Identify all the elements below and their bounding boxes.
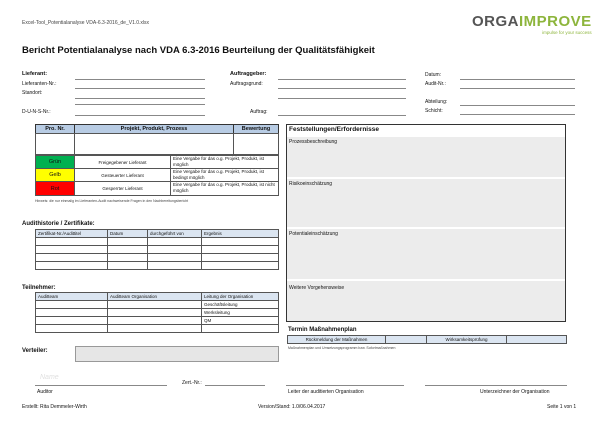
auditor-sign-line	[35, 385, 167, 386]
footer-erstellt: Erstellt: Rita Demmeler-Wirth	[22, 404, 87, 410]
abteilung-label: Abteilung:	[425, 99, 448, 105]
col-zertifikat: Zertifikat-Nr./Audittitel	[36, 230, 108, 238]
lieferant-line	[75, 79, 205, 80]
auftragsgrund-line-2	[278, 98, 406, 99]
table-row[interactable]	[36, 254, 279, 262]
table-row[interactable]	[36, 309, 279, 317]
datum-line	[460, 79, 575, 80]
footer-seite: Seite 1 von 1	[547, 404, 577, 410]
auftraggeber-label: Auftraggeber:	[230, 71, 267, 77]
potentialeinschaetzung-label: Potentialeinschätzung	[289, 231, 338, 237]
table-footnote: Hinweis: die nur einmalig im Lieferanten-Audit nachweisende Fragen in den Nachbereitungsbericht	[35, 199, 189, 203]
projekt-cell[interactable]	[74, 133, 234, 155]
auditor-label: Auditor	[37, 389, 53, 395]
auftragsgrund-label: Auftragsgrund:	[230, 81, 263, 87]
teilnehmer-title: Teilnehmer:	[22, 285, 56, 291]
col-durchgefuehrt: durchgeführt von	[148, 230, 202, 238]
col-pro-nr: Pro. Nr.	[35, 124, 75, 134]
prozessbeschreibung-label: Prozessbeschreibung	[289, 139, 338, 145]
auftrag-label: Auftrag:	[250, 109, 268, 115]
standort-line-2	[75, 104, 205, 105]
col-rueckmeldung: Rückmeldung der Maßnahmen	[288, 336, 386, 344]
audit-nr-line	[460, 88, 575, 89]
audithistorie-table	[35, 229, 279, 270]
bewertung-cell[interactable]	[233, 133, 279, 155]
file-name: Excel-Tool_Potentialanalyse VDA-6.3-2016_de_V1.0.xlsx	[22, 20, 150, 26]
lieferanten-nr-label: Lieferanten-Nr.:	[22, 81, 57, 87]
report-title: Bericht Potentialanalyse nach VDA 6.3-2016 Beurteilung der Qualitätsfähigkeit	[22, 45, 375, 56]
teilnehmer-table	[35, 292, 279, 333]
lieferanten-nr-line	[75, 88, 205, 89]
status-green-label: Freigegebener Lieferant	[74, 155, 171, 169]
status-yellow-label: Gesteuerter Lieferant	[74, 168, 171, 182]
table-row[interactable]	[36, 238, 279, 246]
schicht-line	[460, 114, 575, 115]
audithistorie-title: Audithistorie / Zertifikate:	[22, 221, 95, 227]
vorgehensweise-label: Weitere Vorgehensweise	[289, 285, 345, 291]
col-ergebnis: Ergebnis	[202, 230, 279, 238]
standort-line	[75, 98, 205, 99]
auftraggeber-line	[278, 79, 406, 80]
schicht-label: Schicht:	[425, 108, 443, 114]
termin-note: Maßnahmenplan und Umsetzungsprogramm bzw. Sofortmaßnahmen	[288, 346, 396, 350]
col-leitung: Leitung der Organisation	[202, 293, 279, 301]
table-row[interactable]	[36, 301, 279, 309]
company-logo	[472, 13, 592, 35]
col-auditteam: Auditteam	[36, 293, 108, 301]
status-red: Rot	[35, 181, 75, 196]
status-green-desc: Eine Vergabe für das o.g. Projekt, Produkt, ist möglich	[170, 155, 279, 169]
signature-image: Name	[40, 374, 59, 381]
role-werksleitung: Werksleitung	[202, 309, 279, 317]
col-datum: Datum	[108, 230, 148, 238]
footer-version: Version/Stand: 1.0/06.04.2017	[258, 404, 326, 410]
status-green: Grün	[35, 155, 75, 169]
leiter-sign-line	[286, 385, 404, 386]
logo-tagline: impulse for your success	[542, 30, 592, 35]
table-row[interactable]	[36, 262, 279, 270]
verteiler-field[interactable]	[75, 346, 279, 362]
col-wirksamkeit: Wirksamkeitsprüfung	[427, 336, 507, 344]
table-row[interactable]	[36, 246, 279, 254]
audit-nr-label: Audit-Nr.:	[425, 81, 446, 87]
col-bewertung: Bewertung	[233, 124, 279, 134]
logo-right-text: IMPROVE	[519, 13, 592, 30]
status-yellow: Gelb	[35, 168, 75, 182]
verteiler-label: Verteiler:	[22, 348, 48, 354]
duns-line	[75, 115, 205, 116]
auftragsgrund-line	[278, 88, 406, 89]
role-geschaeftsleitung: Geschäftsleitung	[202, 301, 279, 309]
auftrag-line	[278, 115, 406, 116]
unterzeichner-label: Unterzeichner der Organisation	[480, 389, 550, 395]
table-row[interactable]	[36, 325, 279, 333]
duns-label: D-U-N-S-Nr.:	[22, 109, 51, 115]
col-auditteam-org: Auditteam Organisation	[108, 293, 202, 301]
termin-table	[287, 335, 567, 344]
risikoeinschaetzung-label: Risikoeinschätzung	[289, 181, 333, 187]
feststellungen-title: Feststellungen/Erfordernisse	[289, 126, 379, 133]
pro-nr-cell[interactable]	[35, 133, 75, 155]
leiter-label: Leiter der auditierten Organisation	[288, 389, 364, 395]
zert-nr-line	[205, 385, 265, 386]
zert-nr-label: Zert.-Nr.:	[182, 380, 202, 386]
status-yellow-desc: Eine Vergabe für das o.g. Projekt, Produkt, ist bedingt möglich	[170, 168, 279, 182]
unterzeichner-sign-line	[425, 385, 567, 386]
col-projekt: Projekt, Produkt, Prozess	[74, 124, 234, 134]
datum-label: Datum:	[425, 72, 442, 78]
logo-left-text: ORGA	[472, 13, 519, 30]
lieferant-label: Lieferant:	[22, 71, 48, 77]
status-red-desc: Eine Vergabe für das o.g. Projekt, Produkt, ist nicht möglich	[170, 181, 279, 196]
abteilung-line	[460, 105, 575, 106]
status-red-label: Gesperrter Lieferant	[74, 181, 171, 196]
standort-label: Standort:	[22, 90, 43, 96]
termin-title: Termin Maßnahmenplan	[288, 327, 357, 333]
role-qm: QM	[202, 317, 279, 325]
table-row[interactable]	[36, 317, 279, 325]
